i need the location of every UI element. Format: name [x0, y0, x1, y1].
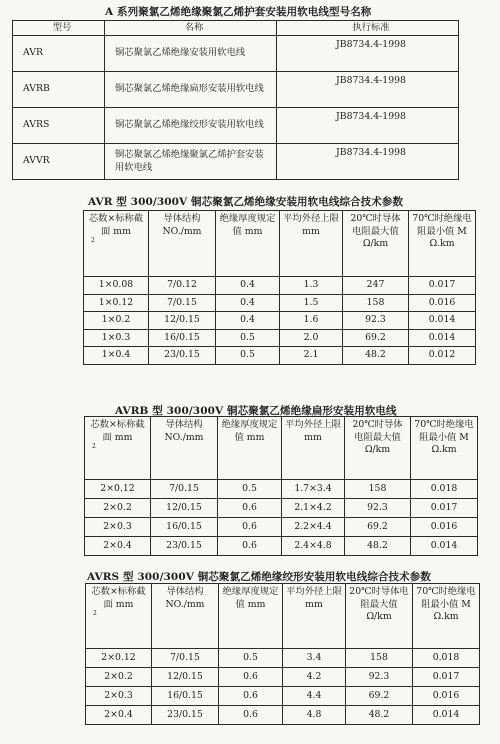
insulation-cell: 0.5 [219, 649, 283, 668]
name-cell: 铜芯聚氯乙烯绝缘聚氯乙烯护套安装用软电线 [105, 144, 277, 180]
header-label: 绝缘厚度规定值 mm [219, 213, 276, 237]
cores-cell: 1×0.4 [84, 347, 149, 365]
superscript-2: 2 [93, 610, 97, 618]
avrs-table-title: AVRS 型 300/300V 铜芯聚氯乙烯绝缘绞形安装用软电线综合技术参数 [87, 571, 431, 583]
header-label: 70℃时绝缘电阻最小值 M Ω.km [414, 419, 474, 456]
model-cell: AVRB [13, 72, 105, 108]
insulation-cell: 0.6 [218, 499, 282, 518]
name-cell: 铜芯聚氯乙烯绝缘扁形安装用软电线 [105, 72, 277, 108]
diameter-cell: 3.4 [283, 649, 346, 668]
header-outer-diameter [280, 211, 343, 277]
header-name: 名称 [105, 21, 277, 36]
header-cores-section [85, 417, 151, 480]
diameter-cell: 1.6 [280, 312, 343, 330]
resistance-cell: 247 [343, 277, 409, 295]
header-outer-diameter [282, 417, 345, 480]
header-label: 导体结构 NO./mm [162, 213, 202, 237]
conductor-cell: 16/0.15 [152, 687, 219, 706]
name-cell: 铜芯聚氯乙烯绝缘绞形安装用软电线 [105, 108, 277, 144]
cores-cell: 2×0.12 [85, 480, 151, 499]
insulation-resistance-cell: 0.016 [409, 294, 476, 312]
table-row [13, 36, 459, 72]
model-cell: AVVR [13, 144, 105, 180]
header-row [84, 211, 476, 277]
model-cell: AVR [13, 36, 105, 72]
insulation-cell: 0.6 [219, 687, 283, 706]
header-label: 70℃时绝缘电阻最小值 M Ω.km [412, 213, 472, 250]
diameter-cell: 1.7×3.4 [282, 480, 345, 499]
resistance-cell: 158 [343, 294, 409, 312]
insulation-resistance-cell: 0.018 [411, 480, 478, 499]
header-cores-section [84, 211, 149, 277]
table-row [84, 329, 476, 347]
cores-cell: 1×0.2 [84, 312, 149, 330]
insulation-resistance-cell: 0.018 [413, 649, 480, 668]
insulation-resistance-cell: 0.014 [409, 329, 476, 347]
standard-cell: JB8734.4-1998 [277, 108, 459, 144]
header-resistance-20c [343, 211, 409, 277]
diameter-cell: 4.4 [283, 687, 346, 706]
header-conductor [149, 211, 216, 277]
insulation-cell: 0.4 [216, 294, 280, 312]
table-row [86, 706, 480, 725]
insulation-cell: 0.5 [216, 347, 280, 365]
conductor-cell: 7/0.15 [151, 480, 218, 499]
cores-cell: 1×0.3 [84, 329, 149, 347]
header-standard: 执行标准 [277, 21, 459, 36]
resistance-cell: 69.2 [345, 518, 411, 537]
table-row [84, 347, 476, 365]
cores-cell: 2×0.3 [86, 687, 152, 706]
insulation-cell: 0.6 [218, 518, 282, 537]
header-label: 平均外径上限 mm [286, 586, 342, 610]
conductor-cell: 16/0.15 [151, 518, 218, 537]
model-name-table [12, 20, 459, 180]
insulation-resistance-cell: 0.012 [409, 347, 476, 365]
diameter-cell: 2.2×4.4 [282, 518, 345, 537]
conductor-cell: 23/0.15 [151, 537, 218, 556]
conductor-cell: 12/0.15 [152, 668, 219, 687]
cores-cell: 2×0.2 [85, 499, 151, 518]
header-label: 绝缘厚度规定值 mm [221, 419, 278, 443]
header-resistance-20c [346, 584, 413, 649]
table-row [85, 537, 478, 556]
resistance-cell: 69.2 [343, 329, 409, 347]
insulation-cell: 0.4 [216, 312, 280, 330]
model-table-title: A 系列聚氯乙烯绝缘聚氯乙烯护套安装用软电线型号名称 [105, 6, 372, 18]
avrb-spec-table [84, 416, 478, 556]
standard-cell: JB8734.4-1998 [277, 36, 459, 72]
model-cell: AVRS [13, 108, 105, 144]
header-label: 导体结构 NO./mm [164, 419, 204, 443]
header-cores-section [86, 584, 152, 649]
header-label: 平均外径上限 mm [283, 213, 339, 237]
insulation-resistance-cell: 0.014 [413, 706, 480, 725]
insulation-resistance-cell: 0.017 [411, 499, 478, 518]
header-insulation-resistance-70c [413, 584, 480, 649]
diameter-cell: 2.0 [280, 329, 343, 347]
diameter-cell: 1.5 [280, 294, 343, 312]
resistance-cell: 158 [345, 480, 411, 499]
standard-cell: JB8734.4-1998 [277, 144, 459, 180]
table-row [85, 518, 478, 537]
header-insulation [219, 584, 283, 649]
diameter-cell: 2.4×4.8 [282, 537, 345, 556]
insulation-cell: 0.6 [219, 668, 283, 687]
cores-cell: 1×0.08 [84, 277, 149, 295]
cores-cell: 2×0.4 [85, 537, 151, 556]
cores-cell: 1×0.12 [84, 294, 149, 312]
header-label: 20℃时导体电阻最大值 Ω/km [349, 586, 409, 623]
insulation-cell: 0.6 [218, 537, 282, 556]
resistance-cell: 48.2 [345, 537, 411, 556]
avr-spec-table [83, 210, 476, 365]
diameter-cell: 4.8 [283, 706, 346, 725]
table-row [84, 277, 476, 295]
header-conductor [151, 417, 218, 480]
header-insulation [216, 211, 280, 277]
standard-cell: JB8734.4-1998 [277, 72, 459, 108]
diameter-cell: 1.3 [280, 277, 343, 295]
table-row [13, 144, 459, 180]
cores-cell: 2×0.3 [85, 518, 151, 537]
conductor-cell: 12/0.15 [151, 499, 218, 518]
insulation-cell: 0.5 [216, 329, 280, 347]
superscript-2: 2 [91, 237, 95, 245]
header-label: 导体结构 NO./mm [165, 586, 205, 610]
table-row [84, 312, 476, 330]
table-row [13, 72, 459, 108]
insulation-resistance-cell: 0.014 [411, 537, 478, 556]
insulation-resistance-cell: 0.017 [413, 668, 480, 687]
header-label: 70℃时绝缘电阻最小值 M Ω.km [416, 586, 476, 623]
header-label: 平均外径上限 mm [285, 419, 341, 443]
table-row [84, 294, 476, 312]
table-row [85, 499, 478, 518]
cores-cell: 2×0.2 [86, 668, 152, 687]
cores-cell: 2×0.4 [86, 706, 152, 725]
insulation-cell: 0.4 [216, 277, 280, 295]
resistance-cell: 48.2 [343, 347, 409, 365]
avr-table-title: AVR 型 300/300V 铜芯聚氯乙烯绝缘安装用软电线综合技术参数 [88, 196, 404, 208]
header-model: 型号 [13, 21, 105, 36]
header-outer-diameter [283, 584, 346, 649]
header-resistance-20c [345, 417, 411, 480]
table-row [86, 649, 480, 668]
resistance-cell: 48.2 [346, 706, 413, 725]
header-row [86, 584, 480, 649]
name-cell: 铜芯聚氯乙烯绝缘安装用软电线 [105, 36, 277, 72]
insulation-resistance-cell: 0.014 [409, 312, 476, 330]
superscript-2: 2 [92, 443, 96, 451]
header-insulation [218, 417, 282, 480]
insulation-resistance-cell: 0.017 [409, 277, 476, 295]
conductor-cell: 16/0.15 [149, 329, 216, 347]
insulation-resistance-cell: 0.016 [413, 687, 480, 706]
conductor-cell: 7/0.12 [149, 277, 216, 295]
cores-cell: 2×0.12 [86, 649, 152, 668]
header-label: 芯数×标称截面 mm [91, 586, 146, 610]
resistance-cell: 92.3 [346, 668, 413, 687]
insulation-cell: 0.5 [218, 480, 282, 499]
conductor-cell: 7/0.15 [149, 294, 216, 312]
table-row [13, 108, 459, 144]
conductor-cell: 7/0.15 [152, 649, 219, 668]
table-row [86, 687, 480, 706]
header-label: 芯数×标称截面 mm [88, 213, 144, 237]
conductor-cell: 23/0.15 [152, 706, 219, 725]
avrs-spec-table [85, 583, 480, 725]
avrb-table-title: AVRB 型 300/300V 铜芯聚氯乙烯绝缘扁形安装用软电线 [115, 405, 397, 417]
resistance-cell: 69.2 [346, 687, 413, 706]
diameter-cell: 2.1×4.2 [282, 499, 345, 518]
table-row [86, 668, 480, 687]
insulation-resistance-cell: 0.016 [411, 518, 478, 537]
insulation-cell: 0.6 [219, 706, 283, 725]
header-insulation-resistance-70c [411, 417, 478, 480]
diameter-cell: 2.1 [280, 347, 343, 365]
resistance-cell: 92.3 [343, 312, 409, 330]
diameter-cell: 4.2 [283, 668, 346, 687]
header-conductor [152, 584, 219, 649]
header-label: 芯数×标称截面 mm [90, 419, 145, 443]
table-row [85, 480, 478, 499]
header-insulation-resistance-70c [409, 211, 476, 277]
resistance-cell: 92.3 [345, 499, 411, 518]
resistance-cell: 158 [346, 649, 413, 668]
header-row [85, 417, 478, 480]
header-label: 20℃时导体电阻最大值 Ω/km [352, 419, 403, 456]
header-label: 20℃时导体电阻最大值 Ω/km [350, 213, 401, 250]
conductor-cell: 23/0.15 [149, 347, 216, 365]
conductor-cell: 12/0.15 [149, 312, 216, 330]
header-label: 绝缘厚度规定值 mm [222, 586, 279, 610]
